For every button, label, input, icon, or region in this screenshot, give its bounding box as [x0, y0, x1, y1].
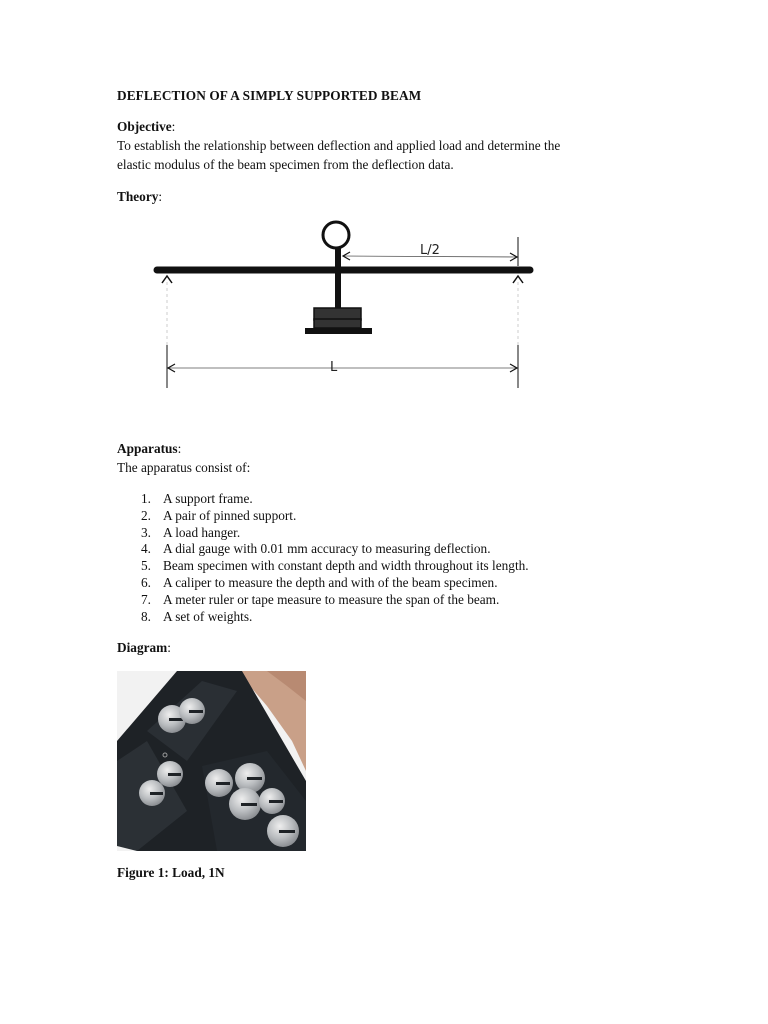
list-item-number: 6.: [141, 574, 151, 590]
list-item-number: 4.: [141, 541, 151, 557]
span-label: L: [330, 360, 338, 375]
hanger-base: [305, 328, 372, 334]
list-item-number: 7.: [141, 591, 151, 607]
theory-colon: :: [158, 189, 163, 204]
list-item-text: Beam specimen with constant depth and width throughout its length.: [163, 558, 529, 574]
list-item-number: 8.: [141, 608, 151, 624]
theory-label: Theory: [117, 189, 159, 204]
apparatus-heading: [117, 441, 181, 457]
diagram-label: Diagram: [117, 640, 168, 655]
beam-deflection-diagram: [0, 0, 768, 420]
list-item-text: A pair of pinned support.: [163, 507, 297, 523]
list-item-number: 5.: [141, 558, 151, 574]
objective-label: Objective: [117, 119, 172, 134]
list-item-text: A load hanger.: [163, 524, 241, 540]
objective-text-line-2: elastic modulus of the beam specimen from the deflection data.: [117, 157, 454, 172]
list-item-number: 3.: [141, 524, 151, 540]
weight-block-lower: [314, 319, 361, 328]
weight-block-upper: [314, 308, 361, 320]
diagram-colon: :: [167, 640, 171, 655]
list-item-text: A meter ruler or tape measure to measure the span of the beam.: [163, 591, 500, 607]
weights-photo-illustration: [117, 671, 306, 851]
list-item-number: 1.: [141, 491, 151, 506]
objective-colon: :: [171, 119, 176, 134]
list-item-text: A set of weights.: [163, 608, 253, 624]
apparatus-colon: :: [177, 441, 182, 456]
list-item-text: A dial gauge with 0.01 mm accuracy to measuring deflection.: [163, 541, 491, 557]
half-span-label: L/2: [420, 243, 440, 258]
list-item-number: 2.: [141, 507, 151, 523]
objective-text-line-1: To establish the relationship between deflection and applied load and determine the: [117, 138, 561, 153]
page-title: DEFLECTION OF A SIMPLY SUPPORTED BEAM: [117, 88, 422, 103]
right-support-arrow: [513, 276, 523, 283]
diagram-heading: [117, 640, 171, 656]
figure-caption: Figure 1: Load, 1N: [117, 865, 225, 880]
load-point-circle: [323, 222, 349, 248]
list-item-text: A support frame.: [163, 491, 253, 506]
list-item-text: A caliper to measure the depth and with of the beam specimen.: [163, 574, 498, 590]
apparatus-label: Apparatus: [117, 441, 178, 456]
left-support-arrow: [162, 276, 172, 283]
apparatus-intro: The apparatus consist of:: [117, 460, 251, 475]
weights-photo: [117, 671, 306, 851]
